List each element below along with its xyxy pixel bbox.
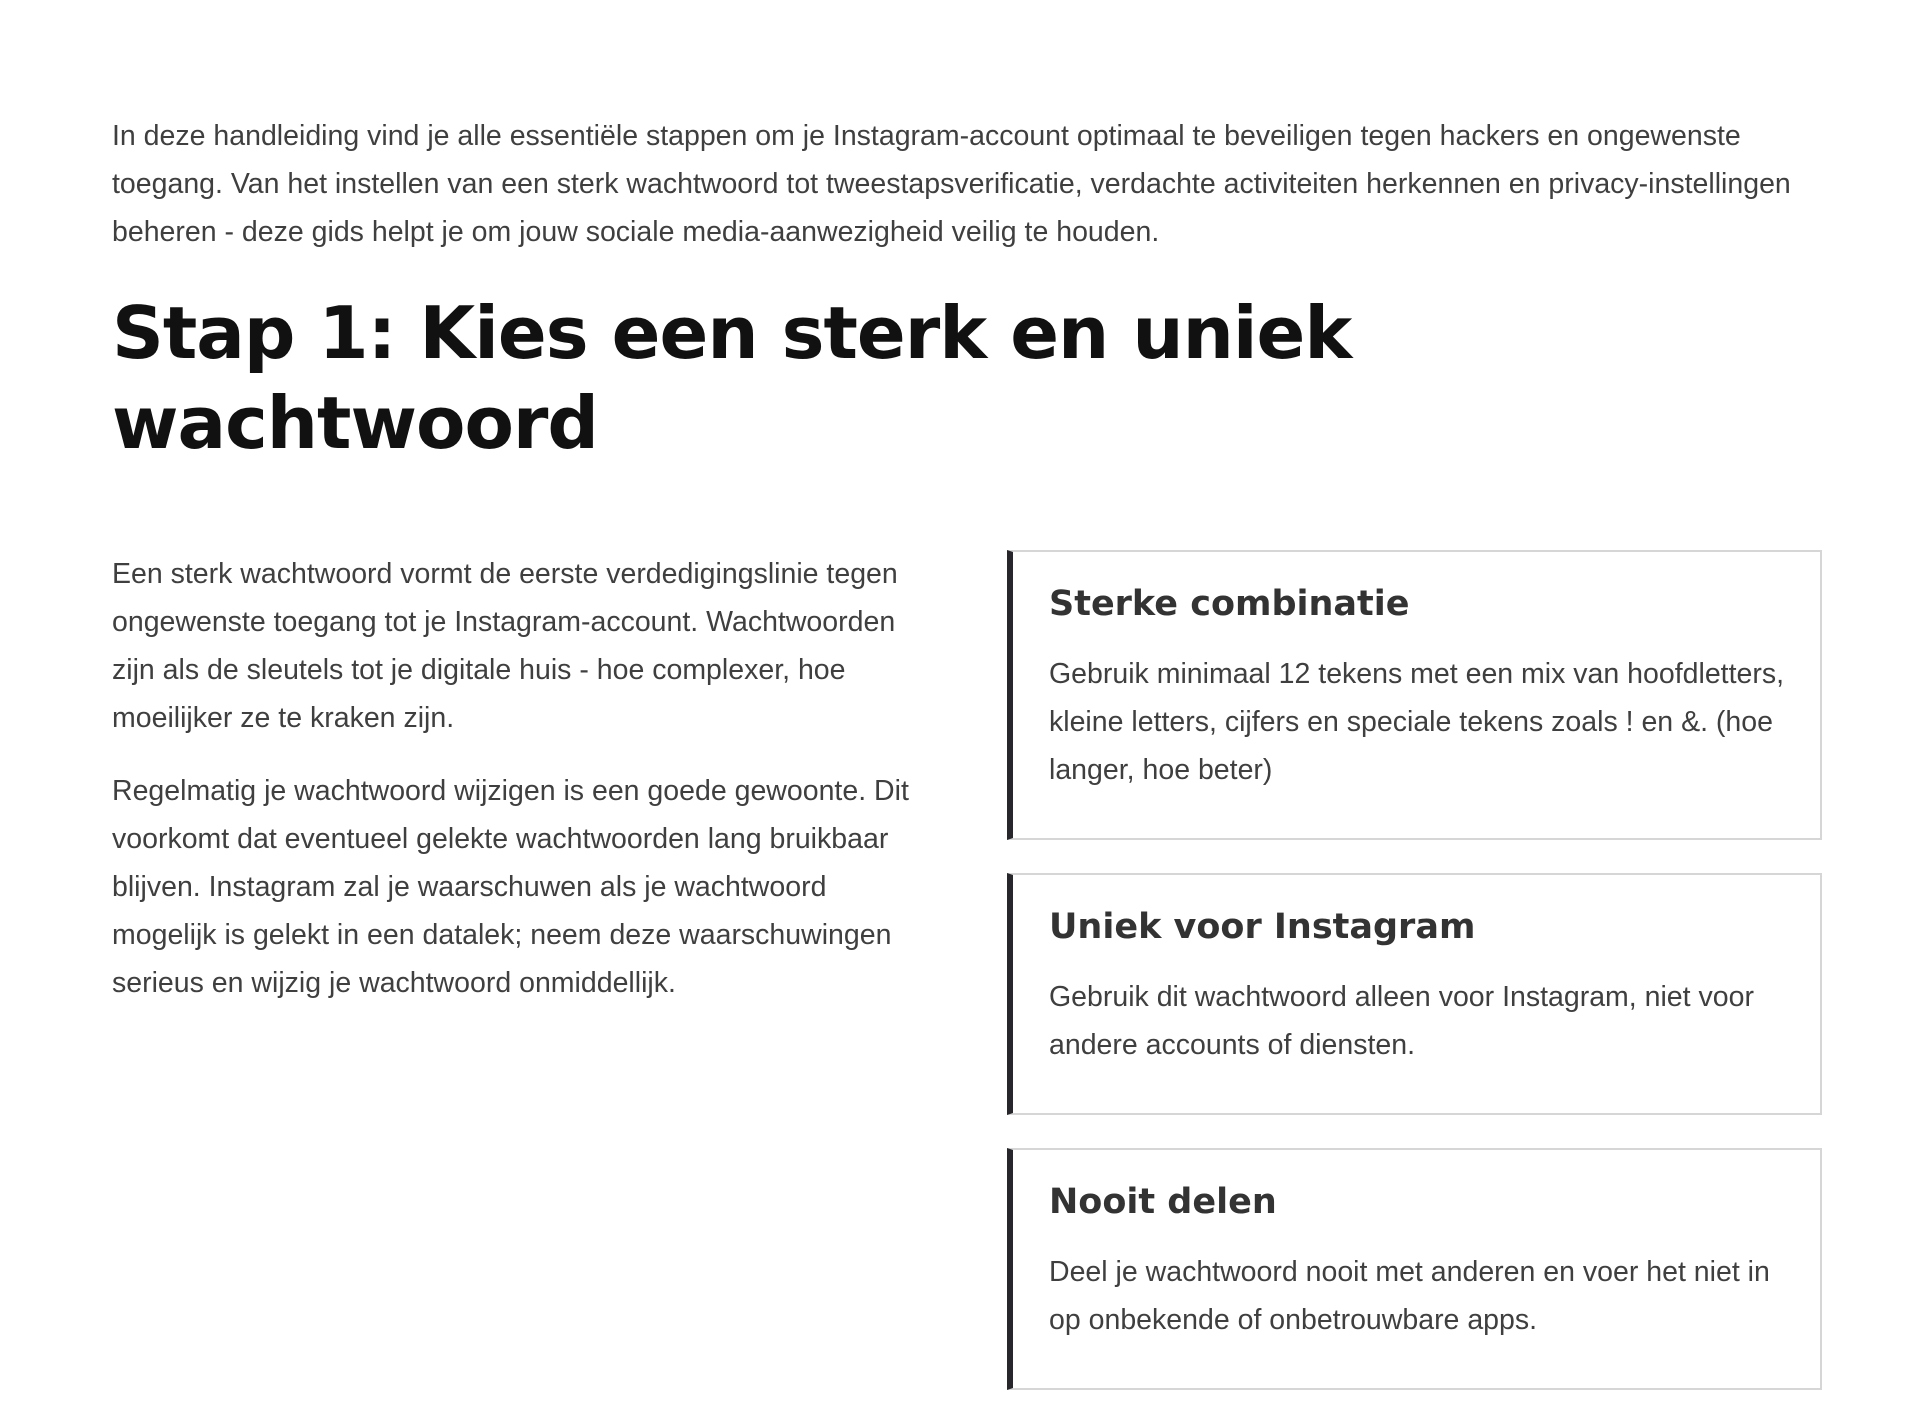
step-description bbox=[112, 550, 912, 1032]
tip-card-text: Gebruik dit wachtwoord alleen voor Instagram, niet voor andere accounts of diensten. bbox=[1049, 981, 1754, 1061]
tip-card-title: Sterke combinatie bbox=[1049, 584, 1410, 624]
tip-card-title: Uniek voor Instagram bbox=[1049, 907, 1476, 947]
tip-card-unique bbox=[1007, 873, 1822, 1115]
tip-card-title: Nooit delen bbox=[1049, 1182, 1277, 1222]
tip-card-never-share bbox=[1007, 1148, 1822, 1390]
step-content bbox=[112, 550, 1822, 1410]
intro-paragraph: In deze handleiding vind je alle essentiële stappen om je Instagram-account optimaal te beveiligen tegen hackers en ongewenste toegang. Van het instellen van een sterk wachtwoord tot tweestapsverificatie, verdachte activiteiten herkennen en privacy-instellingen beheren - deze gids helpt je om jouw sociale media-aanwezigheid veilig te houden. bbox=[112, 120, 1791, 248]
description-paragraph-1: Een sterk wachtwoord vormt de eerste verdedigingslinie tegen ongewenste toegang tot je Instagram-account. Wachtwoorden zijn als de sleutels tot je digitale huis - hoe complexer, hoe moeilijker ze te kraken zijn. bbox=[112, 558, 898, 734]
tip-card-text: Gebruik minimaal 12 tekens met een mix van hoofdletters, kleine letters, cijfers en speciale tekens zoals ! en &. (hoe langer, hoe beter) bbox=[1049, 658, 1785, 786]
article bbox=[112, 112, 1822, 1410]
tip-card-text: Deel je wachtwoord nooit met anderen en voer het niet in op onbekende of onbetrouwbare apps. bbox=[1049, 1256, 1770, 1336]
description-paragraph-2: Regelmatig je wachtwoord wijzigen is een goede gewoonte. Dit voorkomt dat eventueel gelekte wachtwoorden lang bruikbaar blijven. Instagram zal je waarschuwen als je wachtwoord mogelijk is gelekt in een datalek; neem deze waarschuwingen serieus en wijzig je wachtwoord onmiddellijk. bbox=[112, 775, 909, 999]
step-title: Stap 1: Kies een sterk en uniek wachtwoord bbox=[112, 291, 1352, 465]
tip-card-strong-combination bbox=[1007, 550, 1822, 840]
tip-cards bbox=[1007, 550, 1822, 1423]
